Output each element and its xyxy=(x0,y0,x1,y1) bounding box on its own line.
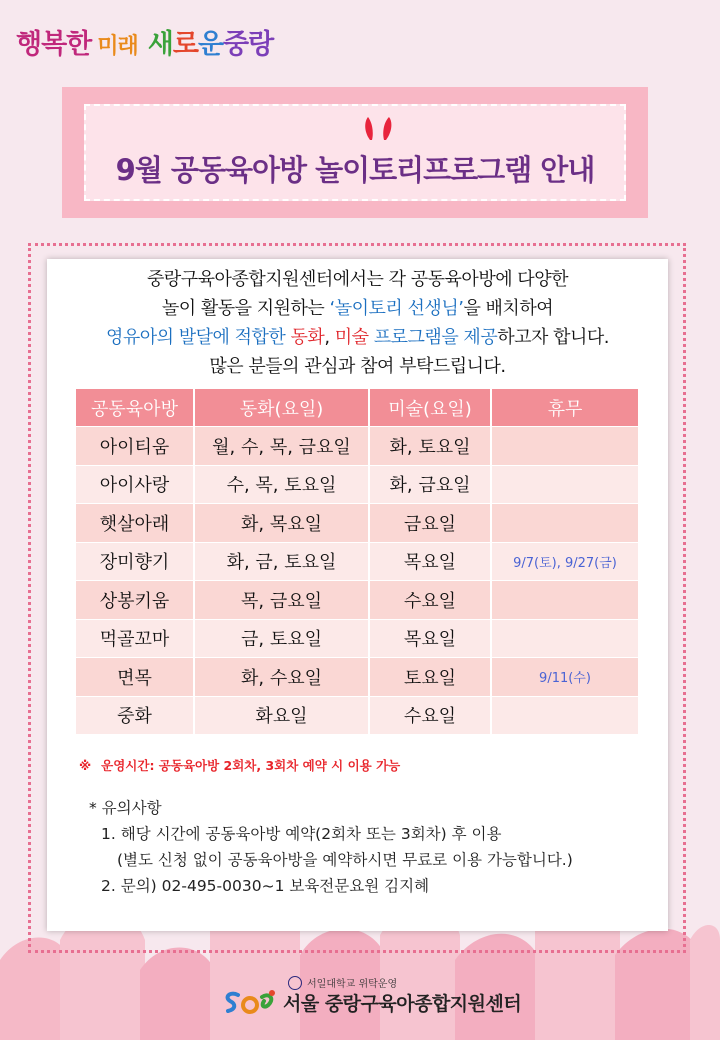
cell-closed xyxy=(492,426,638,465)
cell-closed xyxy=(492,465,638,504)
cell-room: 햇살아래 xyxy=(76,503,195,542)
university-seal-icon xyxy=(288,976,302,990)
cell-room: 면목 xyxy=(76,657,195,696)
slogan-part-4: 로 xyxy=(172,29,198,60)
cell-closed xyxy=(492,580,638,619)
intro-line-3: 영유아의 발달에 적합한 동화, 미술 프로그램을 제공하고자 합니다. xyxy=(105,327,609,348)
slogan-part-6: 중랑 xyxy=(223,29,274,60)
slogan-part-5: 운 xyxy=(197,29,224,60)
header-art: 미술(요일) xyxy=(370,389,492,426)
notice-item-1: 1. 해당 시간에 공동육아방 예약(2회차 또는 3회차) 후 이용 xyxy=(101,825,502,843)
notice-item-1-sub: (별도 신청 없이 공동육아방을 예약하시면 무료로 이용 가능합니다.) xyxy=(117,851,573,869)
operating-hours-note xyxy=(79,756,400,774)
table-row xyxy=(76,426,638,465)
table-header-row xyxy=(76,389,638,426)
header-closed: 휴무 xyxy=(492,389,638,426)
content-card xyxy=(47,259,668,931)
cell-art: 화, 금요일 xyxy=(370,465,492,504)
slogan xyxy=(16,22,273,61)
cell-story: 월, 수, 목, 금요일 xyxy=(195,426,370,465)
table-row xyxy=(76,580,638,619)
cell-art: 수요일 xyxy=(370,580,492,619)
cell-art: 목요일 xyxy=(370,619,492,658)
notice-item-2: 2. 문의) 02-495-0030~1 보육전문요원 김지혜 xyxy=(101,877,430,895)
cell-room: 아이사랑 xyxy=(76,465,195,504)
cell-closed xyxy=(492,696,638,735)
slogan-part-2: 미래 xyxy=(97,34,138,59)
cell-closed: 9/7(토), 9/27(금) xyxy=(492,542,638,581)
reference-mark-icon: ※ xyxy=(79,758,92,773)
center-name: 서울 중랑구육아종합지원센터 xyxy=(283,993,522,1015)
cell-story: 화, 수요일 xyxy=(195,657,370,696)
cell-story: 화요일 xyxy=(195,696,370,735)
title-banner-inner xyxy=(84,104,626,201)
cell-art: 화, 토요일 xyxy=(370,426,492,465)
cell-room: 상봉키움 xyxy=(76,580,195,619)
cell-closed xyxy=(492,619,638,658)
cell-closed: 9/11(수) xyxy=(492,657,638,696)
header-room: 공동육아방 xyxy=(76,389,195,426)
intro-line-1: 중랑구육아종합지원센터에서는 각 공동육아방에 다양한 xyxy=(147,269,568,290)
table-row xyxy=(76,542,638,581)
cell-story: 목, 금요일 xyxy=(195,580,370,619)
cell-story: 수, 목, 토요일 xyxy=(195,465,370,504)
table-row xyxy=(76,657,638,696)
footer-operator xyxy=(288,975,397,990)
table-row xyxy=(76,465,638,504)
operating-hours-text: 운영시간: 공동육아방 2회차, 3회차 예약 시 이용 가능 xyxy=(101,758,401,773)
cell-room: 중화 xyxy=(76,696,195,735)
table-row xyxy=(76,503,638,542)
page-title: 9월 공동육아방 놀이토리프로그램 안내 xyxy=(115,153,595,187)
intro-text xyxy=(47,265,668,381)
header-story: 동화(요일) xyxy=(195,389,370,426)
slogan-part-1: 행복한 xyxy=(16,29,92,60)
intro-line-4: 많은 분들의 관심과 참여 부탁드립니다. xyxy=(209,356,506,377)
cell-room: 아이티움 xyxy=(76,426,195,465)
notice-section xyxy=(89,795,573,899)
schedule-table xyxy=(76,389,638,734)
cell-story: 화, 금, 토요일 xyxy=(195,542,370,581)
cell-art: 수요일 xyxy=(370,696,492,735)
cell-room: 먹골꼬마 xyxy=(76,619,195,658)
cell-room: 장미향기 xyxy=(76,542,195,581)
intro-line-2: 놀이 활동을 지원하는 ‘놀이토리 선생님’을 배치하여 xyxy=(161,298,554,319)
bunny-ears-icon xyxy=(358,116,398,142)
cell-story: 금, 토요일 xyxy=(195,619,370,658)
title-banner xyxy=(62,87,648,218)
footer-operator-text: 서일대학교 위탁운영 xyxy=(307,979,398,990)
cell-closed xyxy=(492,503,638,542)
table-row xyxy=(76,696,638,735)
center-logo-icon xyxy=(222,987,278,1015)
cell-art: 목요일 xyxy=(370,542,492,581)
cell-art: 토요일 xyxy=(370,657,492,696)
table-row xyxy=(76,619,638,658)
slogan-part-3: 새 xyxy=(147,29,173,60)
notice-heading: * 유의사항 xyxy=(89,799,162,817)
cell-art: 금요일 xyxy=(370,503,492,542)
cell-story: 화, 목요일 xyxy=(195,503,370,542)
